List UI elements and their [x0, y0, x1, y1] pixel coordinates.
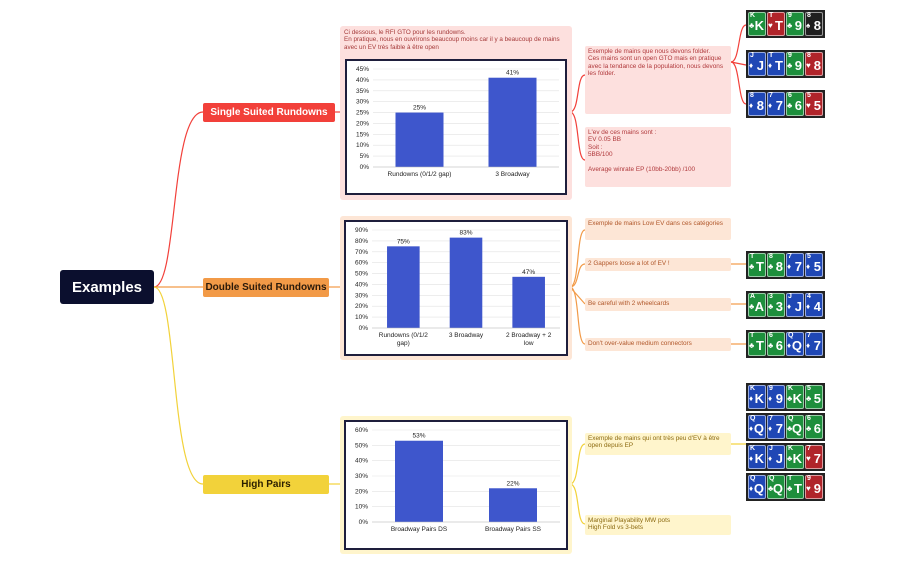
card-rank: A — [754, 299, 764, 314]
branch-label: High Pairs — [241, 479, 291, 490]
dsr-2gap-note: 2 Gappers loose a lot of EV ! — [585, 258, 731, 271]
playing-card — [805, 385, 823, 409]
card-rank-corner: T — [750, 253, 755, 260]
bar-value-label: 83% — [459, 229, 473, 237]
card-rank: 8 — [813, 58, 821, 73]
card-suit-icon: ♣ — [787, 21, 793, 30]
card-rank-corner: 7 — [788, 253, 792, 260]
card-rank-corner: Q — [750, 475, 756, 482]
card-suit-icon: ♣ — [787, 394, 793, 403]
card-rank: Q — [753, 421, 764, 436]
card-suit-icon: ♦ — [749, 424, 754, 433]
card-suit-icon: ♣ — [787, 484, 793, 493]
playing-card — [786, 52, 804, 76]
card-rank-corner: 9 — [807, 475, 811, 482]
dsr-low-ev-note: Exemple de mains Low EV dans ces catégories — [585, 218, 731, 240]
x-category-label: Rundowns (0/1/2 gap) — [387, 171, 452, 178]
y-tick-label: 20% — [355, 120, 369, 128]
root-node[interactable] — [60, 270, 154, 304]
x-category-label: Broadway Pairs SS — [485, 526, 541, 533]
y-tick-label: 35% — [355, 87, 369, 95]
card-rank-corner: 5 — [807, 92, 811, 99]
y-tick-label: 40% — [354, 457, 368, 465]
x-category-label: 3 Broadway — [448, 332, 484, 339]
y-tick-label: 0% — [358, 519, 368, 526]
dsr-wheel-note: Be careful with 2 wheelcards — [585, 298, 731, 311]
card-rank-corner: 7 — [769, 92, 773, 99]
playing-card — [786, 253, 804, 277]
playing-card — [748, 385, 766, 409]
card-suit-icon: ♦ — [768, 424, 773, 433]
card-rank-corner: J — [750, 52, 754, 59]
hand — [746, 291, 825, 319]
y-tick-label: 60% — [354, 427, 368, 434]
card-rank: 7 — [813, 451, 821, 466]
y-tick-label: 30% — [354, 473, 368, 480]
card-rank-corner: K — [750, 445, 756, 452]
card-rank-corner: 5 — [807, 385, 811, 392]
card-rank: 5 — [813, 98, 821, 113]
card-rank-corner: 6 — [807, 415, 811, 422]
y-tick-label: 40% — [355, 76, 369, 84]
card-rank: 3 — [775, 299, 783, 314]
ssr-chart-frame — [345, 59, 567, 195]
card-suit-icon: ♣ — [749, 21, 755, 30]
hand — [746, 383, 825, 411]
hand — [746, 330, 825, 358]
card-suit-icon: ♣ — [768, 484, 774, 493]
branch-double-suited-rundowns[interactable] — [203, 278, 329, 297]
card-rank: K — [792, 451, 802, 466]
card-rank: K — [792, 391, 802, 406]
card-rank-corner: Q — [750, 415, 756, 422]
card-suit-icon: ♦ — [787, 262, 792, 271]
card-rank-corner: J — [769, 445, 773, 452]
card-suit-icon: ♣ — [768, 341, 774, 350]
hand — [746, 413, 825, 441]
card-suit-icon: ♦ — [787, 302, 792, 311]
card-rank-corner: T — [769, 12, 774, 19]
card-rank: 8 — [775, 259, 783, 274]
card-suit-icon: ♦ — [749, 101, 754, 110]
card-rank-corner: 9 — [788, 52, 792, 59]
hp-marginal-note: Marginal Playability MW pots High Fold vs 3-bets — [585, 515, 731, 535]
card-suit-icon: ♣ — [768, 302, 774, 311]
card-suit-icon: ♦ — [749, 61, 754, 70]
y-tick-label: 30% — [354, 292, 368, 300]
y-tick-label: 60% — [354, 259, 368, 267]
y-tick-label: 25% — [355, 109, 369, 117]
card-rank: J — [794, 299, 802, 314]
card-rank: 9 — [813, 481, 821, 496]
y-tick-label: 50% — [354, 442, 368, 450]
playing-card — [767, 253, 785, 277]
card-suit-icon: ♣ — [749, 302, 755, 311]
card-rank: Q — [791, 421, 802, 436]
x-category-label: 2 Broadway + 2 low — [505, 332, 552, 347]
branch-label: Single Suited Rundowns — [210, 107, 328, 118]
card-rank: 9 — [794, 18, 802, 33]
card-rank-corner: K — [750, 385, 756, 392]
card-suit-icon: ♣ — [787, 101, 793, 110]
hand — [746, 50, 825, 78]
card-suit-icon: ♣ — [787, 424, 793, 433]
bar — [512, 277, 545, 328]
bar-value-label: 41% — [505, 69, 520, 77]
card-suit-icon: ♣ — [749, 262, 755, 271]
card-suit-icon: ♠ — [806, 21, 811, 30]
playing-card — [748, 445, 766, 469]
bar-value-label: 25% — [412, 104, 427, 112]
playing-card — [748, 92, 766, 116]
card-suit-icon: ♥ — [806, 61, 811, 70]
playing-card — [786, 415, 804, 439]
playing-card — [767, 445, 785, 469]
hand — [746, 251, 825, 279]
card-suit-icon: ♦ — [768, 454, 773, 463]
playing-card — [767, 293, 785, 317]
playing-card — [805, 52, 823, 76]
card-suit-icon: ♣ — [787, 61, 793, 70]
bar — [387, 246, 420, 328]
card-suit-icon: ♦ — [768, 394, 773, 403]
playing-card — [805, 293, 823, 317]
card-suit-icon: ♥ — [806, 484, 811, 493]
card-suit-icon: ♦ — [768, 61, 773, 70]
playing-card — [786, 475, 804, 499]
card-rank: 9 — [775, 391, 783, 406]
dsr-panel — [340, 216, 572, 360]
card-rank: T — [756, 338, 764, 353]
y-tick-label: 30% — [355, 98, 369, 106]
playing-card — [786, 445, 804, 469]
y-tick-label: 0% — [358, 325, 368, 332]
hp-panel — [340, 416, 572, 554]
card-suit-icon: ♦ — [749, 454, 754, 463]
card-rank: T — [756, 259, 764, 274]
bar-value-label: 75% — [396, 238, 410, 246]
y-tick-label: 20% — [354, 303, 368, 311]
y-tick-label: 5% — [359, 153, 369, 161]
hand — [746, 90, 825, 118]
card-suit-icon: ♥ — [806, 454, 811, 463]
card-rank: Q — [753, 481, 764, 496]
bar-value-label: 22% — [506, 480, 520, 488]
playing-card — [767, 385, 785, 409]
bar — [489, 78, 537, 167]
ssr-intro-note: Ci dessous, le RFI GTO pour les rundowns. En pratique, nous en ouvrirons beaucoup moins car il y a beaucoup de mains avec un EV très faible à être open — [344, 29, 560, 51]
card-rank-corner: 5 — [807, 253, 811, 260]
card-rank: K — [754, 18, 764, 33]
playing-card — [805, 332, 823, 356]
card-suit-icon: ♦ — [806, 262, 811, 271]
card-rank: 7 — [775, 421, 783, 436]
y-tick-label: 50% — [354, 270, 368, 278]
playing-card — [748, 415, 766, 439]
playing-card — [767, 12, 785, 36]
card-rank: K — [754, 451, 764, 466]
card-rank: 9 — [794, 58, 802, 73]
playing-card — [748, 52, 766, 76]
card-suit-icon: ♣ — [787, 454, 793, 463]
hand — [746, 473, 825, 501]
card-suit-icon: ♣ — [749, 341, 755, 350]
hand — [746, 443, 825, 471]
card-suit-icon: ♣ — [806, 394, 812, 403]
card-rank-corner: 8 — [807, 52, 811, 59]
playing-card — [748, 293, 766, 317]
hp-chart-frame — [344, 420, 568, 550]
card-rank-corner: 8 — [807, 12, 811, 19]
card-rank: J — [756, 58, 764, 73]
card-rank-corner: 7 — [807, 445, 811, 452]
card-rank-corner: 7 — [807, 332, 811, 339]
playing-card — [805, 415, 823, 439]
card-rank-corner: 8 — [750, 92, 754, 99]
card-rank-corner: 9 — [769, 385, 773, 392]
card-rank-corner: T — [769, 52, 774, 59]
card-rank-corner: 8 — [769, 253, 773, 260]
playing-card — [805, 475, 823, 499]
card-rank: 5 — [813, 391, 821, 406]
y-tick-label: 10% — [354, 314, 368, 322]
bar-value-label: 47% — [522, 268, 536, 276]
y-tick-label: 40% — [354, 281, 368, 289]
bar — [396, 113, 444, 167]
card-rank-corner: K — [788, 445, 794, 452]
card-rank-corner: Q — [788, 332, 794, 339]
branch-single-suited-rundowns[interactable] — [203, 103, 335, 122]
card-suit-icon: ♦ — [749, 484, 754, 493]
playing-card — [805, 253, 823, 277]
ssr-panel — [340, 26, 572, 200]
playing-card — [767, 475, 785, 499]
dsr-chart-frame — [344, 220, 568, 356]
playing-card — [805, 445, 823, 469]
dsr-bar-chart — [346, 222, 566, 354]
y-tick-label: 10% — [354, 503, 368, 511]
card-rank: T — [775, 58, 783, 73]
card-suit-icon: ♦ — [768, 101, 773, 110]
playing-card — [786, 293, 804, 317]
card-rank-corner: Q — [788, 415, 794, 422]
card-rank-corner: 4 — [807, 293, 811, 300]
hp-low-ev-note: Exemple de mains qui ont très peu d'EV à être open depuis EP — [585, 433, 731, 455]
y-tick-label: 0% — [359, 164, 369, 171]
playing-card — [748, 12, 766, 36]
card-rank: 8 — [756, 98, 764, 113]
bar-value-label: 53% — [412, 432, 426, 440]
playing-card — [748, 253, 766, 277]
x-category-label: 3 Broadway — [495, 171, 530, 178]
card-rank-corner: 3 — [769, 293, 773, 300]
card-rank: 7 — [813, 338, 821, 353]
playing-card — [805, 92, 823, 116]
card-rank: 8 — [813, 18, 821, 33]
bar — [395, 441, 443, 522]
playing-card — [767, 332, 785, 356]
y-tick-label: 80% — [354, 237, 368, 245]
ssr-bar-chart — [347, 61, 565, 193]
card-rank-corner: T — [750, 332, 755, 339]
bar — [489, 488, 537, 522]
card-rank: Q — [772, 481, 783, 496]
card-suit-icon: ♦ — [787, 341, 792, 350]
card-rank-corner: J — [788, 293, 792, 300]
card-rank-corner: Q — [769, 475, 775, 482]
card-rank: 5 — [813, 259, 821, 274]
ssr-ev-note: L'ev de ces mains sont : EV 0.05 BB Soit : 5BB/100 Average winrate EP (10bb-20bb) /100 — [585, 127, 731, 187]
y-tick-label: 10% — [355, 142, 369, 150]
playing-card — [767, 415, 785, 439]
branch-high-pairs[interactable] — [203, 475, 329, 494]
y-tick-label: 70% — [354, 248, 368, 256]
y-tick-label: 90% — [354, 227, 368, 234]
y-tick-label: 15% — [355, 131, 369, 139]
playing-card — [786, 332, 804, 356]
hp-bar-chart — [346, 422, 566, 548]
card-rank: T — [775, 18, 783, 33]
card-rank-corner: 9 — [788, 12, 792, 19]
card-rank-corner: 7 — [769, 415, 773, 422]
card-rank: 6 — [813, 421, 821, 436]
card-rank: 4 — [813, 299, 821, 314]
card-rank: J — [775, 451, 783, 466]
card-suit-icon: ♥ — [806, 101, 811, 110]
card-rank-corner: 6 — [788, 92, 792, 99]
bar — [450, 238, 483, 328]
playing-card — [786, 92, 804, 116]
card-rank: 7 — [794, 259, 802, 274]
card-suit-icon: ♥ — [768, 21, 773, 30]
card-rank: K — [754, 391, 764, 406]
card-rank: 6 — [775, 338, 783, 353]
card-suit-icon: ♣ — [806, 424, 812, 433]
card-rank: Q — [791, 338, 802, 353]
playing-card — [786, 12, 804, 36]
card-rank-corner: 6 — [769, 332, 773, 339]
card-suit-icon: ♦ — [749, 394, 754, 403]
x-category-label: Broadway Pairs DS — [390, 526, 448, 533]
card-rank-corner: K — [750, 12, 756, 19]
y-tick-label: 45% — [355, 66, 369, 73]
card-suit-icon: ♦ — [806, 341, 811, 350]
playing-card — [748, 332, 766, 356]
card-rank: 6 — [794, 98, 802, 113]
playing-card — [805, 12, 823, 36]
branch-label: Double Suited Rundowns — [205, 282, 327, 293]
hand — [746, 10, 825, 38]
card-suit-icon: ♣ — [768, 262, 774, 271]
card-rank-corner: A — [750, 293, 756, 300]
card-rank-corner: K — [788, 385, 794, 392]
card-rank-corner: T — [788, 475, 793, 482]
x-category-label: Rundowns (0/1/2 gap) — [378, 332, 428, 347]
card-rank: 7 — [775, 98, 783, 113]
root-label: Examples — [71, 278, 143, 296]
playing-card — [748, 475, 766, 499]
playing-card — [767, 92, 785, 116]
playing-card — [786, 385, 804, 409]
y-tick-label: 20% — [354, 488, 368, 496]
playing-card — [767, 52, 785, 76]
ssr-fold-note: Exemple de mains que nous devons folder. Ces mains sont un open GTO mais en pratique avec la tendance de la population, nous devons les folder. — [585, 46, 731, 114]
dsr-medium-note: Don't over-value medium connectors — [585, 338, 731, 351]
card-suit-icon: ♦ — [806, 302, 811, 311]
card-rank: T — [794, 481, 802, 496]
